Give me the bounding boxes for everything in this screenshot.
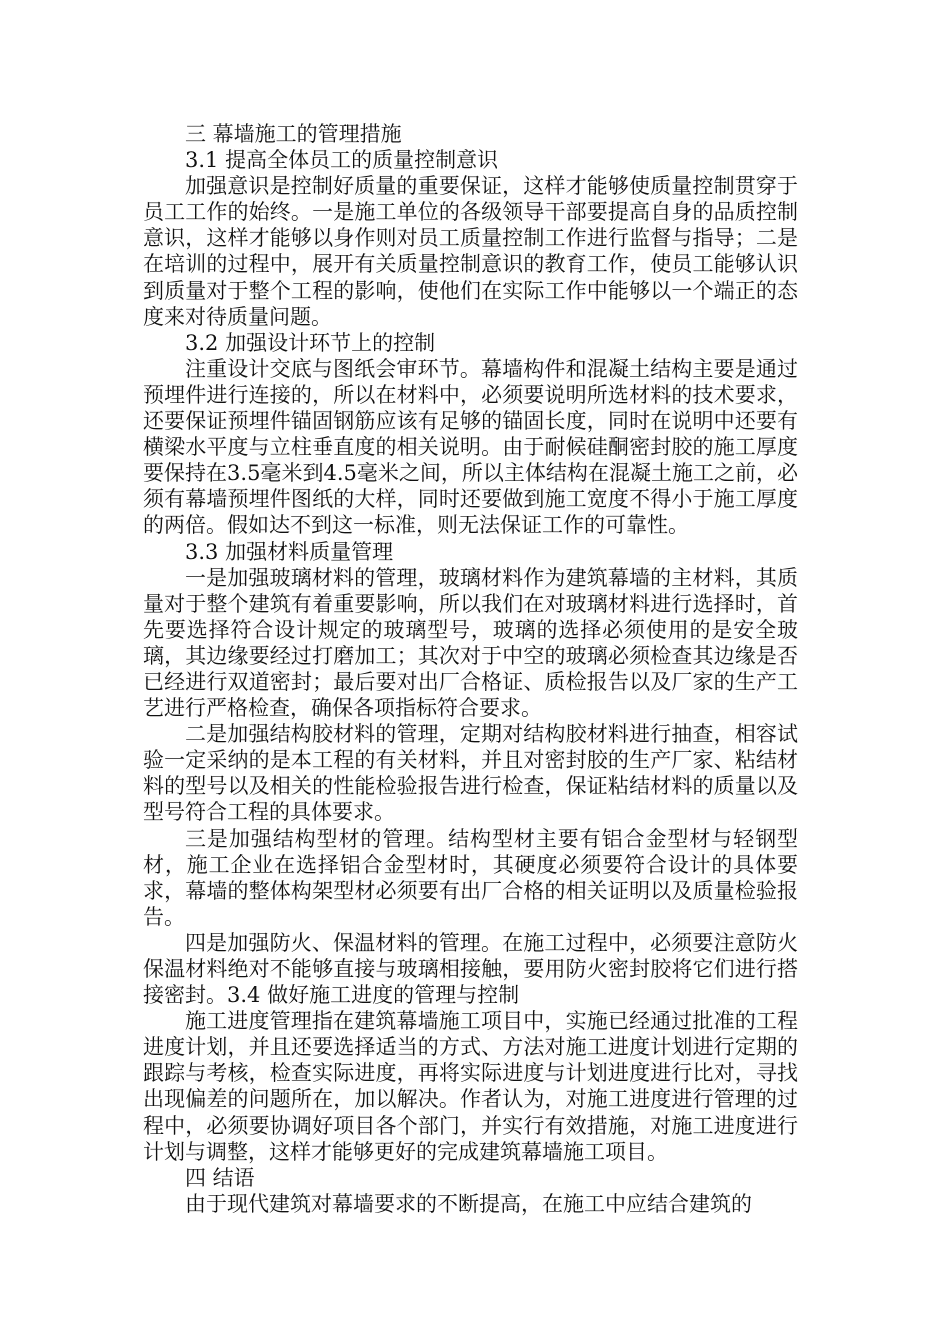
subsection-heading-3-3: 3.3 加强材料质量管理 xyxy=(185,539,394,564)
subsection-heading-3-2: 3.2 加强设计环节上的控制 xyxy=(185,330,436,355)
paragraph-structural-adhesive: 二是加强结构胶材料的管理，定期对结构胶材料进行抽查，相容试验一定采纳的是本工程的有关材料，并且对密封胶的生产厂家、粘结材料的型号以及相关的性能检验报告进行检查，保证粘结材料的质量以及型号符合工程的具体要求。 xyxy=(143,722,798,825)
paragraph-glass-materials: 一是加强玻璃材料的管理，玻璃材料作为建筑幕墙的主材料，其质量对于整个建筑有着重要影响，所以我们在对玻璃材料进行选择时，首先要选择符合设计规定的玻璃型号，玻璃的选择必须使用的是安全玻璃，其边缘要经过打磨加工；其次对于中空的玻璃必须检查其边缘是否已经进行双道密封；最后要对出厂合格证、质检报告以及厂家的生产工艺进行严格检查，确保各项指标符合要求。 xyxy=(143,565,798,721)
document-body xyxy=(143,121,798,1217)
paragraph-structural-profiles: 三是加强结构型材的管理。结构型材主要有铝合金型材与轻钢型材，施工企业在选择铝合金型材时，其硬度必须要符合设计的具体要求，幕墙的整体构架型材必须要有出厂合格的相关证明以及质量检验报告。 xyxy=(143,826,798,929)
subsection-heading-3-1: 3.1 提高全体员工的质量控制意识 xyxy=(185,148,499,173)
paragraph-schedule-management: 施工进度管理指在建筑幕墙施工项目中，实施已经通过批准的工程进度计划，并且还要选择适当的方式、方法对施工进度计划进行定期的跟踪与考核，检查实际进度，再将实际进度与计划进度进行比对，寻找出现偏差的问题所在，加以解决。作者认为，对施工进度进行管理的过程中，必须要协调好项目各个部门，并实行有效措施，对施工进度进行计划与调整，这样才能够更好的完成建筑幕墙施工项目。 xyxy=(143,1009,798,1164)
paragraph-3-1: 加强意识是控制好质量的重要保证，这样才能够使质量控制贯穿于员工工作的始终。一是施工单位的各级领导干部要提高自身的品质控制意识，这样才能够以身作则对员工质量控制工作进行监督与指导；二是在培训的过程中，展开有关质量控制意识的教育工作，使员工能够认识到质量对于整个工程的影响，使他们在实际工作中能够以一个端正的态度来对待质量问题。 xyxy=(143,174,798,329)
paragraph-conclusion: 由于现代建筑对幕墙要求的不断提高，在施工中应结合建筑的 xyxy=(185,1191,752,1216)
paragraph-fireproof-insulation: 四是加强防火、保温材料的管理。在施工过程中，必须要注意防火保温材料绝对不能够直接与玻璃相接触，要用防火密封胶将它们进行搭接密封。3.4 做好施工进度的管理与控制 xyxy=(143,930,798,1008)
section-heading-4: 四 结语 xyxy=(185,1165,255,1190)
paragraph-3-2: 注重设计交底与图纸会审环节。幕墙构件和混凝土结构主要是通过预埋件进行连接的，所以在材料中，必须要说明所选材料的技术要求，还要保证预埋件锚固钢筋应该有足够的锚固长度，同时在说明中还要有横梁水平度与立柱垂直度的相关说明。由于耐候硅酮密封胶的施工厚度要保持在3.5毫米到4.5毫米之间，所以主体结构在混凝土施工之前，必须有幕墙预埋件图纸的大样，同时还要做到施工宽度不得小于施工厚度的两倍。假如达不到这一标准，则无法保证工作的可靠性。 xyxy=(143,356,798,538)
section-heading-3: 三 幕墙施工的管理措施 xyxy=(185,122,402,146)
